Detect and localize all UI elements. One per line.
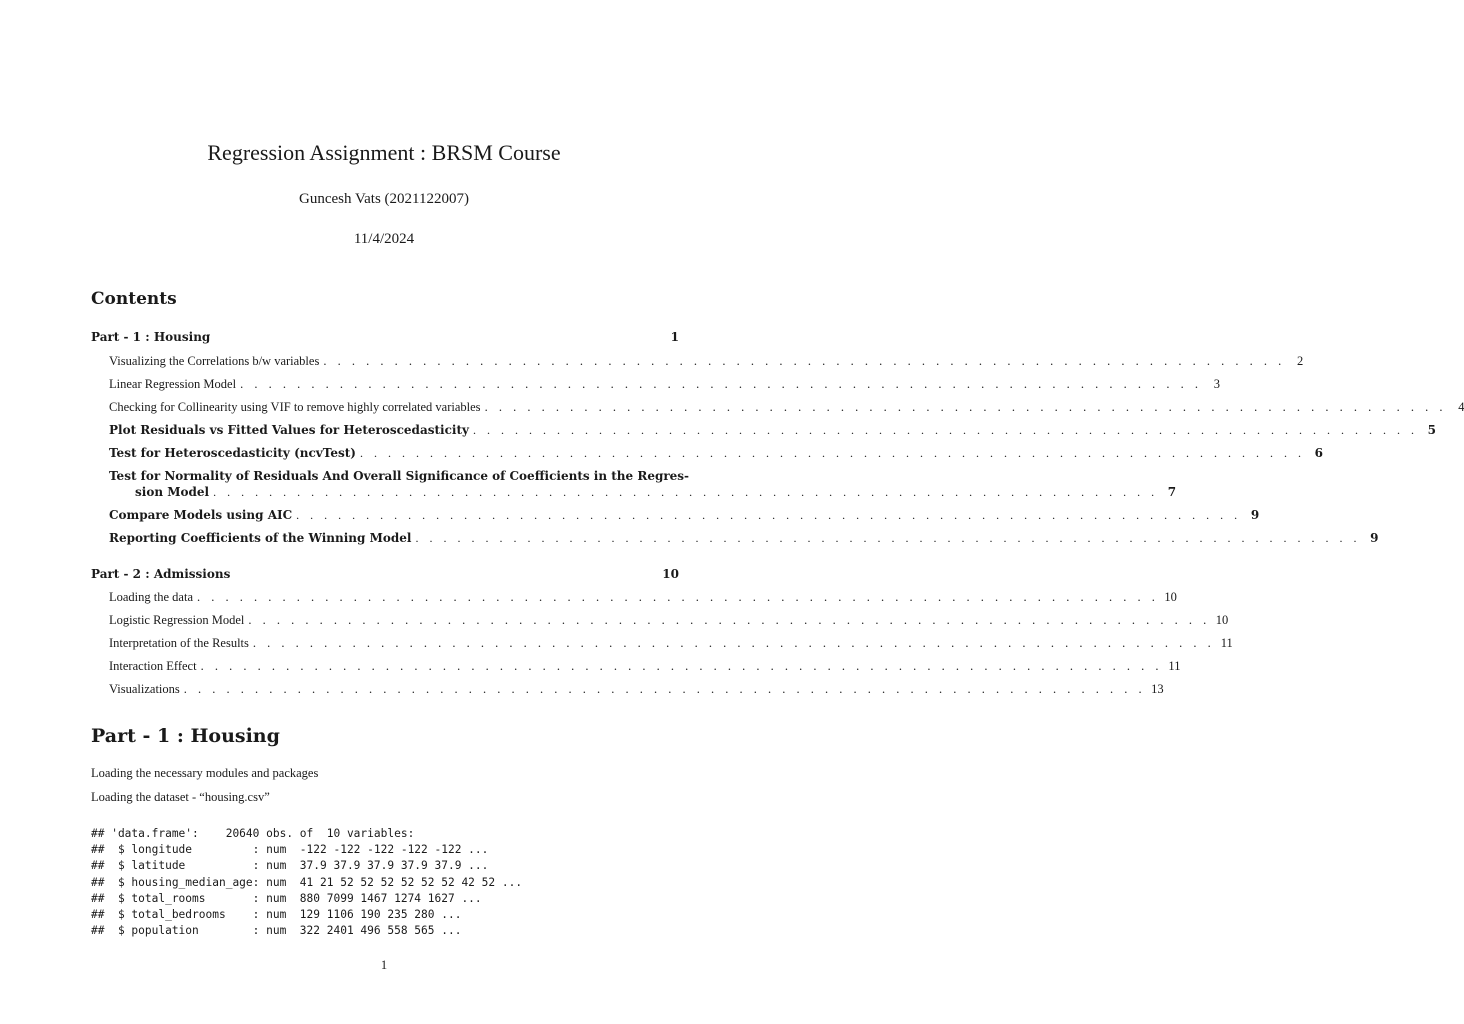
toc-page: 6 — [1314, 446, 1323, 460]
toc-item[interactable] — [109, 468, 1177, 500]
toc-label: sion Model — [135, 485, 210, 499]
toc-label: Visualizing the Correlations b/w variables — [109, 354, 320, 368]
page-number: 1 — [380, 958, 388, 972]
code-line: ## 'data.frame': 20640 obs. of 10 variables: — [91, 827, 415, 840]
toc-dots: . . . . . . . . . . . . . . . . . . . . . . . . . . . . . . . . . . . . . . . . . . . . . . . . . . . . . . . . . . . . . . . . . . . . — [296, 508, 1242, 522]
toc-item[interactable] — [109, 612, 1229, 628]
code-line: ## $ total_rooms : num 880 7099 1467 1274 1627 ... — [91, 891, 482, 905]
toc-dots: . . . . . . . . . . . . . . . . . . . . . . . . . . . . . . . . . . . . . . . . . . . . . . . . . . . . . . . . . . . . . . . . . . . . — [248, 613, 1211, 627]
author: Guncesh Vats (2021122007) — [299, 191, 469, 207]
toc-label: Reporting Coefficients of the Winning Model — [109, 531, 412, 545]
toc-item[interactable] — [109, 530, 1379, 546]
toc-item[interactable] — [109, 635, 1233, 651]
toc-page: 11 — [1168, 659, 1181, 673]
toc-page: 10 — [1164, 590, 1177, 604]
toc-label: Interaction Effect — [109, 659, 197, 673]
toc-label: Checking for Collinearity using VIF to remove highly correlated variables — [109, 400, 481, 414]
code-output — [91, 826, 522, 939]
toc-label: Interpretation of the Results — [109, 636, 249, 650]
toc-part-1[interactable] — [91, 329, 679, 345]
toc-label: Logistic Regression Model — [109, 613, 245, 627]
toc-label: Plot Residuals vs Fitted Values for Heteroscedasticity — [109, 423, 469, 437]
toc-dots: . . . . . . . . . . . . . . . . . . . . . . . . . . . . . . . . . . . . . . . . . . . . . . . . . . . . . . . . . . . . . . . . . . . . — [213, 485, 1159, 499]
toc-label: Linear Regression Model — [109, 377, 237, 391]
toc-page: 7 — [1167, 485, 1177, 499]
code-line: ## $ latitude : num 37.9 37.9 37.9 37.9 37.9 ... — [91, 859, 489, 873]
toc-page: 1 — [670, 330, 679, 344]
toc-page: 3 — [1213, 377, 1220, 391]
toc-item[interactable] — [109, 445, 1323, 461]
toc-label: Loading the data — [109, 590, 193, 604]
toc-dots: . . . . . . . . . . . . . . . . . . . . . . . . . . . . . . . . . . . . . . . . . . . . . . . . . . . . . . . . . . . . . . . . . . . . — [484, 400, 1447, 414]
paragraph: Loading the dataset - “housing.csv” — [91, 790, 270, 804]
code-line: ## $ total_bedrooms : num 129 1106 190 235 280 ... — [91, 908, 462, 922]
toc-item[interactable] — [109, 658, 1181, 674]
toc-dots: . . . . . . . . . . . . . . . . . . . . . . . . . . . . . . . . . . . . . . . . . . . . . . . . . . . . . . . . . . . . . . . . . . . . — [252, 636, 1215, 650]
toc-page: 10 — [1215, 613, 1229, 627]
section-heading: Part - 1 : Housing — [91, 725, 280, 747]
document-title: Regression Assignment : BRSM Course — [207, 140, 561, 165]
toc-page: 4 — [1458, 400, 1464, 414]
contents-heading: Contents — [91, 289, 177, 309]
code-line: ## $ housing_median_age: num 41 21 52 52 52 52 52 52 42 52 ... — [91, 875, 523, 889]
code-line: ## $ longitude : num -122 -122 -122 -122 -122 ... — [91, 843, 489, 857]
toc-page: 9 — [1370, 531, 1379, 545]
toc-page: 11 — [1220, 636, 1233, 650]
toc-label: Test for Heteroscedasticity (ncvTest) — [109, 446, 356, 460]
toc-label: Part - 2 : Admissions — [91, 567, 231, 581]
toc-dots: . . . . . . . . . . . . . . . . . . . . . . . . . . . . . . . . . . . . . . . . . . . . . . . . . . . . . . . . . . . . . . . . . . . . — [240, 377, 1202, 391]
toc-item[interactable] — [109, 422, 1436, 438]
toc-dots: . . . . . . . . . . . . . . . . . . . . . . . . . . . . . . . . . . . . . . . . . . . . . . . . . . . . . . . . . . . . . . . . . . . . — [200, 659, 1163, 673]
code-line: ## $ population : num 322 2401 496 558 565 ... — [91, 924, 462, 938]
toc-dots: . . . . . . . . . . . . . . . . . . . . . . . . . . . . . . . . . . . . . . . . . . . . . . . . . . . . . . . . . . . . . . . . . . . . — [359, 446, 1305, 460]
toc-page: 10 — [662, 567, 679, 581]
toc-item[interactable] — [109, 589, 1177, 605]
toc-page: 2 — [1296, 354, 1304, 368]
toc-dots: . . . . . . . . . . . . . . . . . . . . . . . . . . . . . . . . . . . . . . . . . . . . . . . . . . . . . . . . . . . . . . . . . . . . — [183, 682, 1146, 696]
toc-part-2[interactable] — [91, 566, 679, 582]
toc-page: 9 — [1250, 508, 1260, 522]
toc-label: Compare Models using AIC — [109, 508, 293, 522]
toc-label: Visualizations — [109, 682, 180, 696]
toc-dots: . . . . . . . . . . . . . . . . . . . . . . . . . . . . . . . . . . . . . . . . . . . . . . . . . . . . . . . . . . . . . . . . . . . . — [323, 354, 1286, 368]
toc-label: Test for Normality of Residuals And Overall Significance of Coefficients in the Regres- — [109, 469, 690, 483]
paragraph: Loading the necessary modules and packages — [91, 766, 319, 780]
toc-item[interactable] — [109, 507, 1260, 523]
toc-dots: . . . . . . . . . . . . . . . . . . . . . . . . . . . . . . . . . . . . . . . . . . . . . . . . . . . . . . . . . . . . . . . . . . . . — [197, 590, 1159, 604]
toc-page: 13 — [1151, 682, 1164, 696]
toc-dots: . . . . . . . . . . . . . . . . . . . . . . . . . . . . . . . . . . . . . . . . . . . . . . . . . . . . . . . . . . . . . . . . . . . . — [472, 423, 1418, 437]
toc-dots: . . . . . . . . . . . . . . . . . . . . . . . . . . . . . . . . . . . . . . . . . . . . . . . . . . . . . . . . . . . . . . . . . . . . — [415, 531, 1361, 545]
toc-label: Part - 1 : Housing — [91, 330, 211, 344]
toc-item[interactable] — [109, 399, 1464, 415]
toc-item[interactable] — [109, 353, 1304, 369]
date: 11/4/2024 — [353, 231, 415, 247]
toc-page: 5 — [1427, 423, 1436, 437]
toc-item[interactable] — [109, 681, 1164, 697]
toc-item[interactable] — [109, 376, 1220, 392]
